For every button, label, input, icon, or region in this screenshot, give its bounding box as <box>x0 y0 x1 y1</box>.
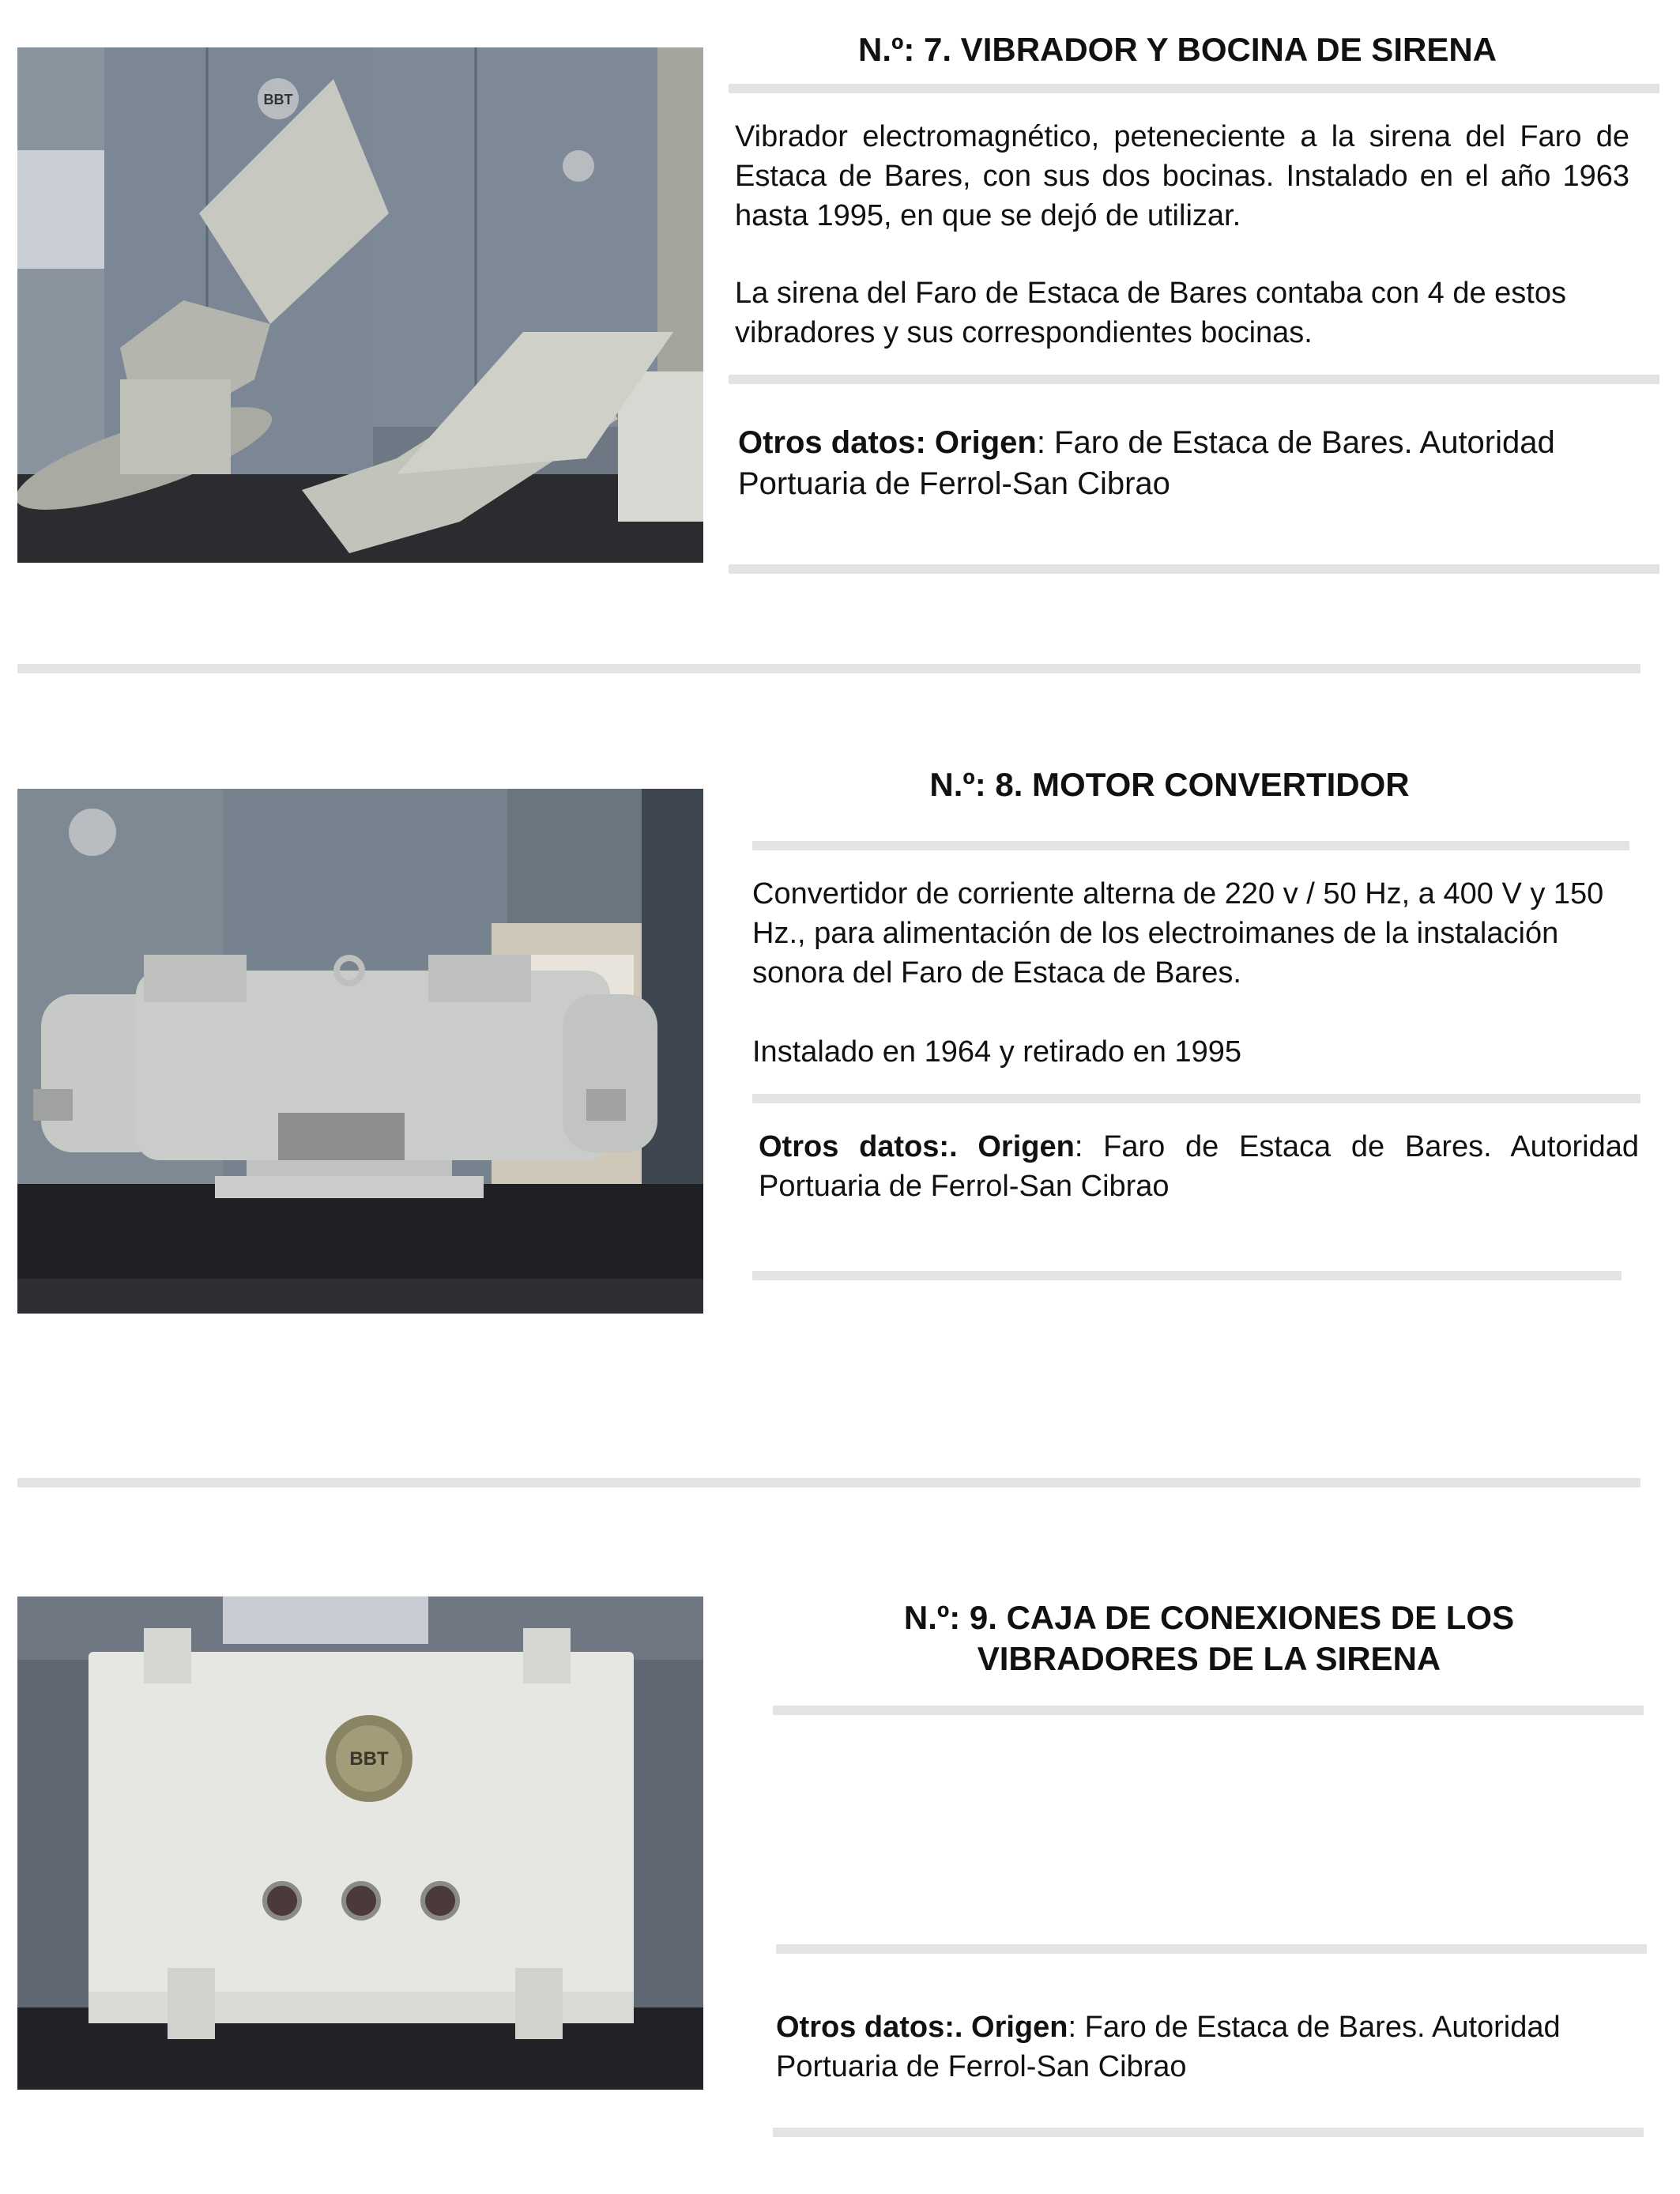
section-divider-2 <box>17 1478 1640 1487</box>
svg-text:BBT: BBT <box>263 92 293 107</box>
item-8-description-1: Convertidor de corriente alterna de 220 v / 50 Hz, a 400 V y 150 Hz., para alimentación de los electroimanes de la instalación sonora del Faro de Estaca de Bares. <box>752 877 1604 990</box>
item-8-other-label-a: Otros datos:. <box>759 1130 958 1163</box>
item-7-description-2: La sirena del Faro de Estaca de Bares contaba con 4 de estos vibradores y sus correspondientes bocinas. <box>735 277 1566 349</box>
item-9-title-rule <box>773 1706 1644 1715</box>
item-8-title-rule <box>752 841 1629 850</box>
item-9-middle-rule <box>776 1944 1647 1954</box>
item-8-description-rule <box>752 1094 1640 1103</box>
item-9-other-text: : Faro de Estaca de Bares. Autoridad Portuaria de Ferrol-San Cibrao <box>776 2011 1561 2083</box>
item-8-bottom-rule <box>752 1271 1622 1280</box>
item-8-title: N.º: 8. MOTOR CONVERTIDOR <box>929 766 1410 803</box>
item-7-title-rule <box>729 84 1659 93</box>
item-8-other-data <box>759 1127 1639 1206</box>
item-9-title-line-2: VIBRADORES DE LA SIRENA <box>977 1640 1441 1677</box>
item-7-other-text: : Faro de Estaca de Bares. Autoridad Portuaria de Ferrol-San Cibrao <box>738 425 1555 501</box>
item-7-bottom-rule <box>729 564 1659 574</box>
item-8-description-2: Instalado en 1964 y retirado en 1995 <box>752 1035 1242 1069</box>
item-7-description-rule <box>729 375 1659 384</box>
item-8-other-label-b: Origen <box>977 1130 1075 1163</box>
item-8-other-text: : Faro de Estaca de Bares. Autoridad Portuaria de Ferrol-San Cibrao <box>759 1130 1640 1203</box>
vibrator-horn-photo <box>17 47 703 563</box>
item-7-other-label: Otros datos: Origen <box>738 425 1037 460</box>
item-9-other-label-a: Otros datos:. <box>776 2011 963 2044</box>
item-7-description-1: Vibrador electromagnético, peteneciente a la sirena del Faro de Estaca de Bares, con sus dos bocinas. Instalado en el año 1963 hasta 1995, en que se dejó de utilizar. <box>735 120 1629 232</box>
section-divider-1 <box>17 664 1640 673</box>
item-9-other-data <box>776 2007 1653 2087</box>
item-9-other-label-b: Origen <box>971 2011 1068 2044</box>
item-9-title-line-1: N.º: 9. CAJA DE CONEXIONES DE LOS <box>903 1599 1515 1636</box>
item-9-bottom-rule <box>773 2128 1644 2137</box>
converter-motor-photo <box>17 789 703 1314</box>
svg-text:BBT: BBT <box>349 1748 389 1770</box>
item-7-title: N.º: 7. VIBRADOR Y BOCINA DE SIRENA <box>857 31 1497 68</box>
junction-box-photo <box>17 1596 703 2090</box>
item-7-other-data <box>738 422 1647 504</box>
